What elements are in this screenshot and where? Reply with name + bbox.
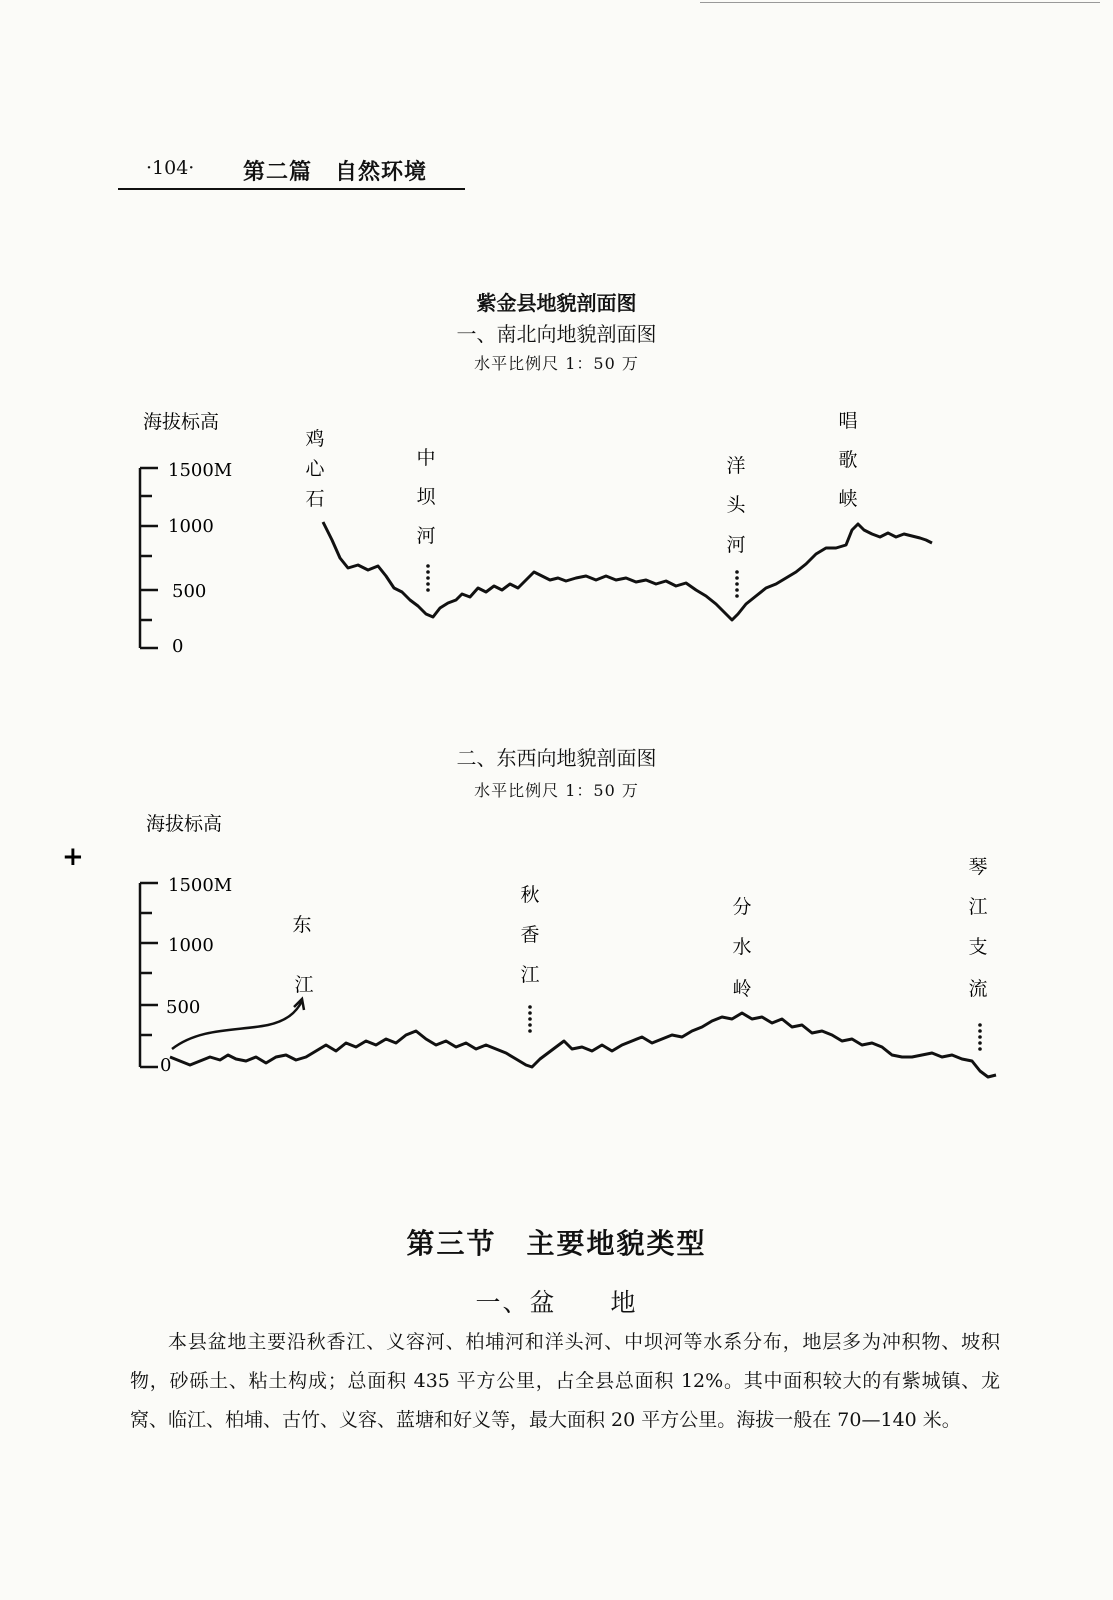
ns-profile-chart <box>0 400 1113 670</box>
ew-profile-title: 二、东西向地貌剖面图 <box>456 746 657 770</box>
ew-label-qinjiang-4: 流 <box>968 978 988 1000</box>
ns-label-zhongba-3: 河 <box>416 525 436 547</box>
ns-label-zhongba-1: 中 <box>416 447 436 469</box>
ns-label-zhongba-2: 坝 <box>416 486 436 508</box>
ew-label-qinjiang-1: 琴 <box>968 856 988 878</box>
ns-label-changge-3: 峡 <box>838 488 858 510</box>
ew-label-qiuxiang-1: 秋 <box>520 884 540 906</box>
ew-tick-1000: 1000 <box>168 935 214 956</box>
ew-elevation-scale <box>140 883 158 1067</box>
ew-label-qinjiang-3: 支 <box>968 936 988 958</box>
ns-elevation-scale <box>140 468 158 648</box>
ns-label-yangtou-1: 洋 <box>726 455 746 477</box>
ns-tick-0: 0 <box>172 636 184 657</box>
ew-label-dongjiang-1: 东 <box>292 914 312 936</box>
section-title: 第三节 主要地貌类型 <box>406 1227 707 1260</box>
body-paragraph: 本县盆地主要沿秋香江、义容河、柏埔河和洋头河、中坝河等水系分布，地层多为冲积物、坡积物，砂砾土、粘土构成；总面积 435 平方公里，占全县总面积 12%。其中面积较大的有紫城镇、龙窝、临江、柏埔、古竹、义容、蓝塘和好义等，最大面积 20 平方公里。海拔一般在 70—140 米。 <box>130 1331 1000 1431</box>
page-number: ·104· <box>146 157 195 179</box>
margin-mark: + <box>62 842 84 872</box>
figure-title: 紫金县地貌剖面图 <box>476 291 637 315</box>
ew-label-qiuxiang-3: 江 <box>520 964 540 986</box>
ns-axis-title: 海拔标高 <box>143 411 220 433</box>
ns-terrain-profile <box>323 522 932 620</box>
ew-label-dongjiang-2: 江 <box>294 974 314 996</box>
ns-profile-scale: 水平比例尺 1：50 万 <box>474 354 639 373</box>
header-rule <box>118 188 465 190</box>
ew-label-qinjiang-2: 江 <box>968 896 988 918</box>
running-header: 第二篇 自然环境 <box>243 160 428 185</box>
ns-tick-1500: 1500M <box>168 460 233 481</box>
ns-label-jixinshi-1: 鸡 <box>305 428 325 450</box>
ew-profile-scale: 水平比例尺 1：50 万 <box>474 781 639 800</box>
ew-axis-title: 海拔标高 <box>146 813 223 835</box>
ew-label-fenshui-3: 岭 <box>732 978 752 1000</box>
ns-label-changge-2: 歌 <box>838 449 858 471</box>
ew-tick-1500: 1500M <box>168 875 233 896</box>
ew-tick-500: 500 <box>166 997 201 1018</box>
subsection-title: 一、盆 地 <box>475 1288 638 1317</box>
ns-tick-1000: 1000 <box>168 516 214 537</box>
ns-label-changge-1: 唱 <box>838 410 858 432</box>
top-edge-line <box>700 2 1100 3</box>
ns-profile-title: 一、南北向地貌剖面图 <box>456 322 657 346</box>
ew-terrain-profile <box>170 1013 996 1077</box>
ew-tick-0: 0 <box>160 1055 172 1076</box>
ew-label-fenshui-2: 水 <box>732 936 752 958</box>
ns-label-jixinshi-3: 石 <box>305 488 325 510</box>
ew-dotted-markers <box>528 1005 982 1051</box>
ns-label-yangtou-2: 头 <box>726 494 746 516</box>
ew-label-qiuxiang-2: 香 <box>520 924 540 946</box>
ns-label-jixinshi-2: 心 <box>305 458 325 480</box>
ns-tick-500: 500 <box>172 581 207 602</box>
ew-profile-chart <box>0 805 1113 1095</box>
ew-label-fenshui-1: 分 <box>732 896 752 918</box>
ns-label-yangtou-3: 河 <box>726 534 746 556</box>
